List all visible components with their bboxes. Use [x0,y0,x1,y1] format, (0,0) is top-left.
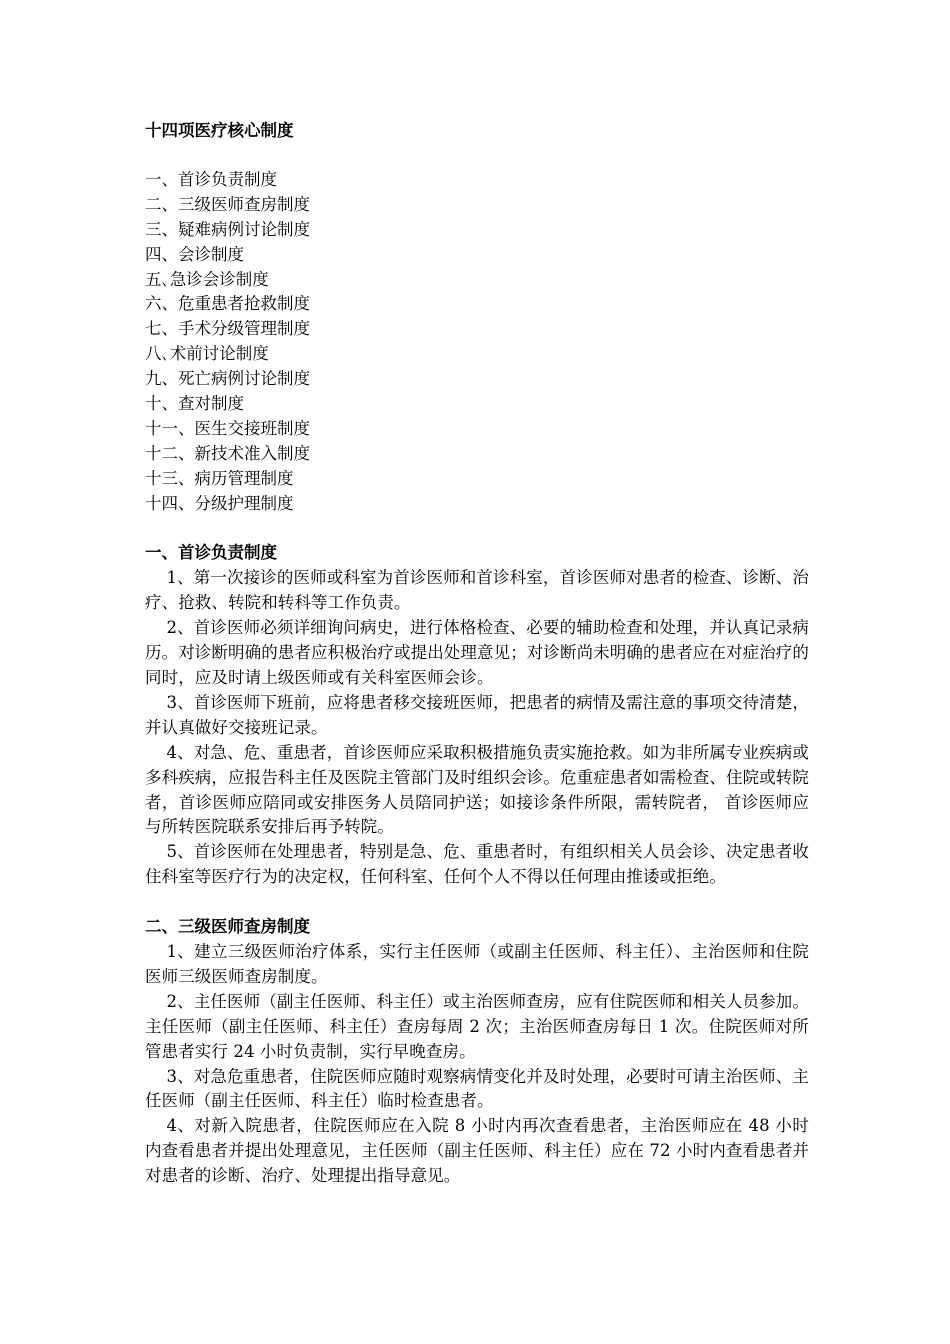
section-paragraph: 4、对急、危、重患者，首诊医师应采取积极措施负责实施抢救。如为非所属专业疾病或多科疾病，应报告科主任及医院主管部门及时组织会诊。危重症患者如需检查、住院或转院者，首诊医师应陪同或安排医务人员陪同护送；如接诊条件所限，需转院者， 首诊医师应与所转医院联系安排后再予转院。 [145,742,809,837]
section-paragraph: 3、对急危重患者，住院医师应随时观察病情变化并及时处理，必要时可请主治医师、主任医师（副主任医师、科主任）临时检查患者。 [145,1066,809,1111]
toc-item: 一、首诊负责制度 [145,170,277,189]
section-heading: 一、首诊负责制度 [145,543,277,563]
section-paragraph: 4、对新入院患者，住院医师应在入院 8 小时内再次查看患者，主治医师应在 48 小时内查看患者并提出处理意见，主任医师（副主任医师、科主任）应在 72 小时内查看患者并对患者的诊断、治疗、处理提出指导意见。 [145,1116,809,1186]
section-paragraph: 2、主任医师（副主任医师、科主任）或主治医师查房，应有住院医师和相关人员参加。主任医师（副主任医师、科主任）查房每周 2 次；主治医师查房每日 1 次。住院医师对所管患者实行 24 小时负责制，实行早晚查房。 [145,991,809,1061]
toc-item: 五､急诊会诊制度 [145,269,269,289]
section-first-visit-responsibility [145,541,809,890]
section-heading: 二、三级医师查房制度 [145,917,310,937]
section-paragraph: 1、第一次接诊的医师或科室为首诊医师和首诊科室，首诊医师对患者的检查、诊断、治疗、抢救、转院和转科等工作负责。 [145,568,809,613]
toc-item: 七、手术分级管理制度 [145,319,310,339]
toc-item: 十四、分级护理制度 [145,493,294,513]
section-paragraph: 2、首诊医师必须详细询问病史，进行体格检查、必要的辅助检查和处理，并认真记录病历。对诊断明确的患者应积极治疗或提出处理意见；对诊断尚未明确的患者应在对症治疗的同时，应及时请上级医师或有关科室医师会诊。 [145,618,809,687]
toc-item: 九、死亡病例讨论制度 [145,369,310,389]
toc-item: 十、查对制度 [145,394,244,414]
toc-item: 十一、医生交接班制度 [145,418,310,438]
section-paragraph: 5、首诊医师在处理患者，特别是急、危、重患者时，有组织相关人员会诊、决定患者收住科室等医疗行为的决定权，任何科室、任何个人不得以任何理由推诿或拒绝。 [145,842,809,887]
toc-item: 四、会诊制度 [145,244,244,264]
toc-item: 十三、病历管理制度 [145,468,294,488]
toc-item: 十二、新技术准入制度 [145,443,310,463]
section-three-level-rounds [145,915,809,1189]
toc-item: 八､术前讨论制度 [145,344,269,364]
toc-item: 六、危重患者抢救制度 [145,294,310,314]
section-paragraph: 3、首诊医师下班前，应将患者移交接班医师，把患者的病情及需注意的事项交待清楚，并认真做好交接班记录。 [145,692,809,737]
section-paragraph: 1、建立三级医师治疗体系，实行主任医师（或副主任医师、科主任）、主治医师和住院医师三级医师查房制度。 [145,942,809,986]
document-title: 十四项医疗核心制度 [145,121,294,140]
toc-item: 二、三级医师查房制度 [145,194,310,214]
table-of-contents [145,168,809,516]
document-page [145,118,809,1214]
toc-item: 三、疑难病例讨论制度 [145,219,310,239]
